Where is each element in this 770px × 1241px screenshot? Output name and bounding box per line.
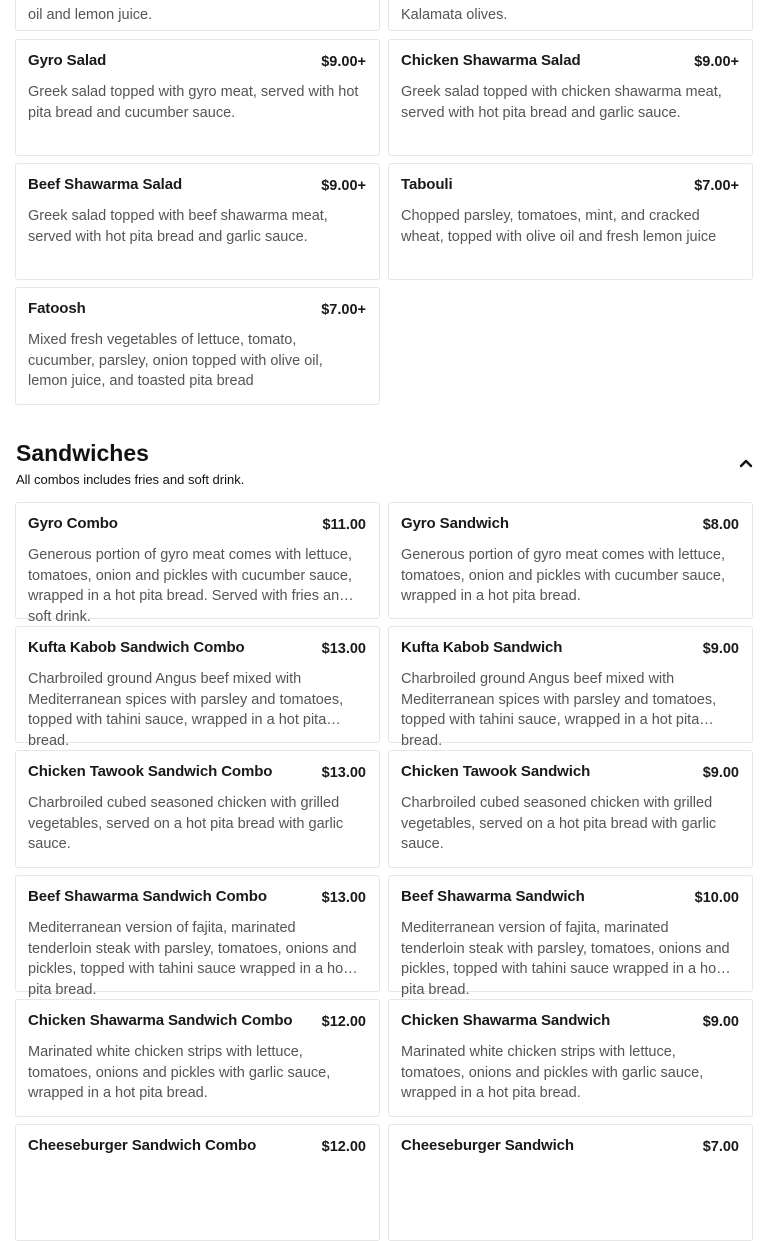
menu-item-price: $7.00+: [321, 302, 366, 318]
menu-item-price: $9.00+: [321, 54, 366, 70]
menu-item-name: Gyro Salad: [28, 52, 107, 69]
menu-item-name: Beef Shawarma Salad: [28, 176, 183, 193]
menu-item-name: Chicken Shawarma Sandwich: [401, 1012, 611, 1029]
menu-item-price: $9.00: [702, 641, 739, 657]
menu-item-price: $12.00: [321, 1139, 366, 1155]
menu-item-price: $9.00+: [321, 178, 366, 194]
menu-item-card[interactable]: [15, 163, 380, 280]
menu-item-name: Beef Shawarma Sandwich Combo: [28, 888, 267, 905]
menu-item-card[interactable]: [15, 39, 380, 156]
menu-item-price: $11.00: [322, 517, 366, 533]
menu-item-name: Gyro Sandwich: [401, 515, 509, 532]
menu-item-name: Beef Shawarma Sandwich: [401, 888, 585, 905]
menu-item-description: Greek salad topped with chicken shawarma meat, served with hot pita bread and garlic sauce.: [401, 84, 722, 121]
menu-item-price: $13.00: [321, 890, 366, 906]
menu-item-description: Greek salad topped with gyro meat, served with hot pita bread and cucumber sauce.: [28, 84, 359, 121]
menu-item-description: Charbroiled ground Angus beef mixed with Mediterranean spices with parsley and tomatoes, topped with tahini sauce, wrapped in a hot pita bread.: [28, 671, 344, 749]
menu-item-description: Mixed fresh vegetables of lettuce, tomato, cucumber, parsley, onion topped with olive oil, lemon juice, and toasted pita bread: [28, 332, 323, 389]
menu-item-name: Cheeseburger Sandwich Combo: [28, 1137, 257, 1154]
menu-item-card[interactable]: [15, 750, 380, 868]
menu-item-description: Kalamata olives.: [401, 7, 508, 23]
menu-item-card[interactable]: [15, 287, 380, 405]
menu-item-description: Marinated white chicken strips with lettuce, tomatoes, onions and pickles with garlic sauce, wrapped in a hot pita bread.: [401, 1044, 704, 1101]
menu-item-name: Chicken Shawarma Sandwich Combo: [28, 1012, 293, 1029]
menu-item-description: Mediterranean version of fajita, marinated tenderloin steak with parsley, tomatoes, onions and pickles, topped with tahini sauce wrapped in a hot pita bread.: [401, 920, 730, 998]
menu-item-description: Generous portion of gyro meat comes with lettuce, tomatoes, onion and pickles with cucumber sauce, wrapped in a hot pita bread. Served with fries and soft drink.: [28, 547, 353, 625]
collapse-section-button[interactable]: [736, 453, 756, 473]
menu-item-card[interactable]: [15, 999, 380, 1117]
menu-item-card[interactable]: [388, 0, 753, 31]
menu-item-card[interactable]: [388, 875, 753, 998]
menu-item-price: $9.00: [702, 1014, 739, 1030]
chevron-up-icon: [736, 453, 756, 473]
menu-item-card[interactable]: [15, 502, 380, 625]
menu-item-price: $13.00: [321, 765, 366, 781]
menu-item-name: Fatoosh: [28, 300, 86, 317]
menu-item-price: $13.00: [321, 641, 366, 657]
menu-item-description: Mediterranean version of fajita, marinated tenderloin steak with parsley, tomatoes, onions and pickles, topped with tahini sauce wrapped in a hot pita bread.: [28, 920, 357, 998]
menu-item-name: Chicken Tawook Sandwich: [401, 763, 591, 780]
menu-item-name: Tabouli: [401, 176, 453, 193]
menu-item-price: $10.00: [694, 890, 739, 906]
menu-item-card[interactable]: [388, 39, 753, 156]
menu-item-card[interactable]: [388, 163, 753, 280]
menu-item-card[interactable]: [388, 750, 753, 868]
menu-item-price: $9.00: [702, 765, 739, 781]
section-subtitle: All combos includes fries and soft drink.: [16, 472, 245, 487]
menu-item-name: Gyro Combo: [28, 515, 118, 532]
menu-item-description: oil and lemon juice.: [28, 7, 153, 23]
menu-item-price: $8.00: [702, 517, 739, 533]
menu-item-description: Charbroiled cubed seasoned chicken with grilled vegetables, served on a hot pita bread with garlic sauce.: [401, 795, 717, 852]
menu-item-description: Chopped parsley, tomatoes, mint, and cracked wheat, topped with olive oil and fresh lemon juice: [401, 208, 717, 245]
menu-item-description: Charbroiled cubed seasoned chicken with grilled vegetables, served on a hot pita bread with garlic sauce.: [28, 795, 344, 852]
menu-item-price: $12.00: [321, 1014, 366, 1030]
menu-item-price: $9.00+: [694, 54, 739, 70]
menu-item-card[interactable]: [15, 626, 380, 749]
menu-item-card[interactable]: [388, 502, 753, 619]
menu-item-card[interactable]: [388, 1124, 753, 1241]
menu-item-description: Generous portion of gyro meat comes with lettuce, tomatoes, onion and pickles with cucumber sauce, wrapped in a hot pita bread.: [401, 547, 726, 604]
menu-item-price: $7.00: [702, 1139, 739, 1155]
menu-item-description: Charbroiled ground Angus beef mixed with Mediterranean spices with parsley and tomatoes, topped with tahini sauce, wrapped in a hot pita bread.: [401, 671, 717, 749]
menu-item-card[interactable]: [15, 1124, 380, 1241]
menu-item-description: Marinated white chicken strips with lettuce, tomatoes, onions and pickles with garlic sauce, wrapped in a hot pita bread.: [28, 1044, 331, 1101]
menu-item-price: $7.00+: [694, 178, 739, 194]
menu-item-name: Chicken Tawook Sandwich Combo: [28, 763, 273, 780]
menu-item-name: Chicken Shawarma Salad: [401, 52, 581, 69]
menu-item-card[interactable]: [15, 0, 380, 31]
menu-item-card[interactable]: [388, 999, 753, 1117]
menu-item-card[interactable]: [15, 875, 380, 998]
menu-item-name: Kufta Kabob Sandwich Combo: [28, 639, 245, 656]
section-title: Sandwiches: [16, 440, 149, 466]
menu-item-card[interactable]: [388, 626, 753, 749]
menu-item-description: Greek salad topped with beef shawarma meat, served with hot pita bread and garlic sauce.: [28, 208, 328, 245]
menu-item-name: Kufta Kabob Sandwich: [401, 639, 563, 656]
menu-item-name: Cheeseburger Sandwich: [401, 1137, 574, 1154]
